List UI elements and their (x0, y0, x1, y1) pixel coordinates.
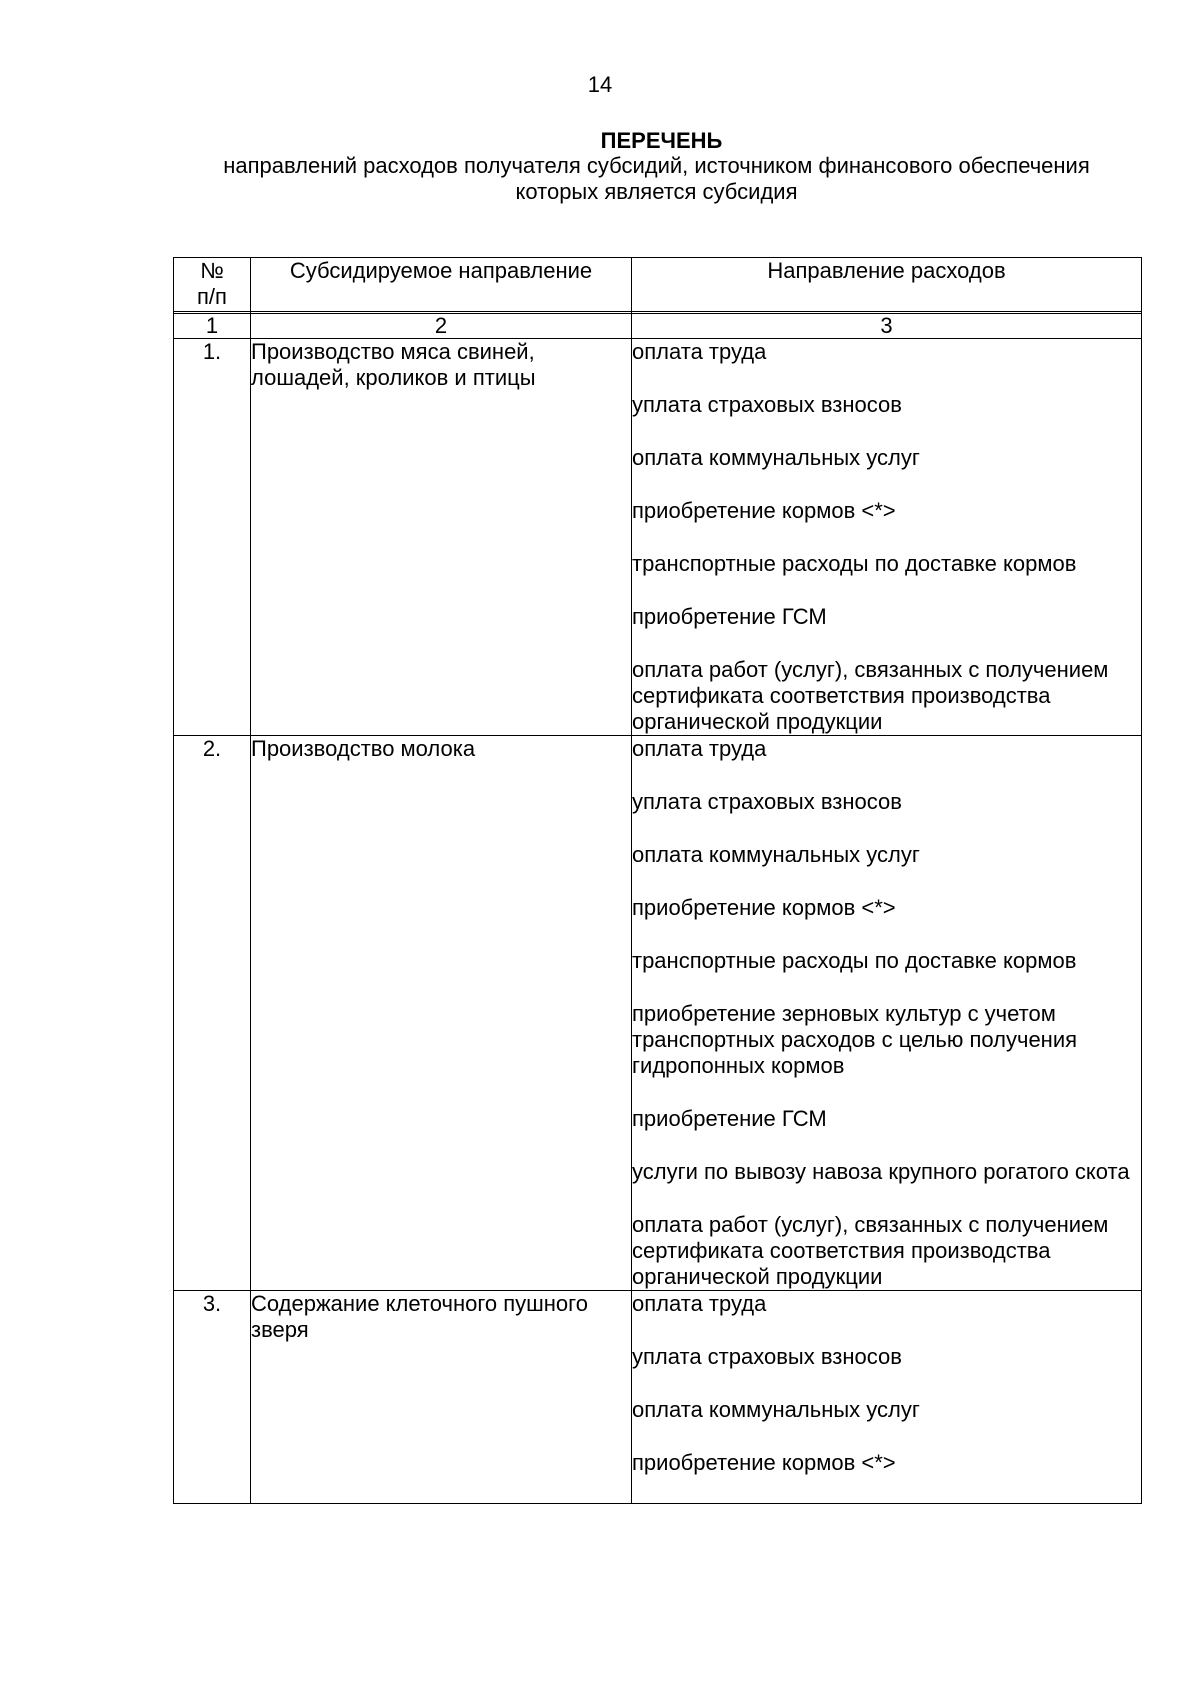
expenses-table (173, 257, 1142, 1504)
row-expenses (632, 339, 1142, 736)
row-direction: Производство мяса свиней, лошадей, кроликов и птицы (251, 339, 632, 736)
header-direction: Субсидируемое направление (251, 258, 632, 312)
expense-item: оплата коммунальных услуг (632, 1397, 920, 1422)
expense-item: приобретение кормов <*> (632, 895, 896, 920)
header-num-line-2: п/п (197, 284, 227, 309)
table-header-row (174, 258, 1142, 312)
row-number: 3. (174, 1291, 251, 1504)
expense-item: уплата страховых взносов (632, 789, 902, 814)
expense-item: приобретение кормов <*> (632, 1450, 896, 1475)
header-num (174, 258, 251, 312)
row-number: 2. (174, 736, 251, 1291)
expense-item: приобретение ГСМ (632, 1106, 827, 1131)
row-number: 1. (174, 339, 251, 736)
expense-item: оплата коммунальных услуг (632, 842, 920, 867)
column-index-3: 3 (632, 314, 1142, 339)
table-body (174, 339, 1142, 1504)
expense-item: оплата работ (услуг), связанных с получением сертификата соответствия производства органической продукции (632, 657, 1109, 734)
expense-item: оплата труда (632, 736, 767, 761)
table-row (174, 1291, 1142, 1504)
expense-item: оплата труда (632, 339, 767, 364)
header-num-line-1: № (200, 258, 224, 283)
expense-item: уплата страховых взносов (632, 392, 902, 417)
column-index-row (174, 314, 1142, 339)
row-direction: Производство молока (251, 736, 632, 1291)
expense-item: оплата работ (услуг), связанных с получением сертификата соответствия производства органической продукции (632, 1212, 1109, 1289)
expense-item: услуги по вывозу навоза крупного рогатого скота (632, 1159, 1130, 1184)
expense-item: приобретение зерновых культур с учетом транспортных расходов с целью получения гидропонных кормов (632, 1001, 1078, 1078)
row-expenses (632, 736, 1142, 1291)
subtitle-line-1: направлений расходов получателя субсидий, источником финансового обеспечения (223, 153, 1090, 178)
table-row (174, 339, 1142, 736)
expense-item: уплата страховых взносов (632, 1344, 902, 1369)
document-title: ПЕРЕЧЕНЬ (600, 128, 723, 153)
column-index-1: 1 (174, 314, 251, 339)
expense-item: транспортные расходы по доставке кормов (632, 551, 1077, 576)
page-number: 14 (587, 72, 613, 97)
column-index-2: 2 (251, 314, 632, 339)
expense-item: оплата труда (632, 1291, 767, 1316)
row-direction: Содержание клеточного пушного зверя (251, 1291, 632, 1504)
expense-item: транспортные расходы по доставке кормов (632, 948, 1077, 973)
row-expenses (632, 1291, 1142, 1504)
expense-item: приобретение ГСМ (632, 604, 827, 629)
expense-item: оплата коммунальных услуг (632, 445, 920, 470)
table-row (174, 736, 1142, 1291)
header-expenses: Направление расходов (632, 258, 1142, 312)
document-subtitle (165, 153, 1148, 205)
subtitle-line-2: которых является субсидия (515, 179, 798, 204)
expense-item: приобретение кормов <*> (632, 498, 896, 523)
